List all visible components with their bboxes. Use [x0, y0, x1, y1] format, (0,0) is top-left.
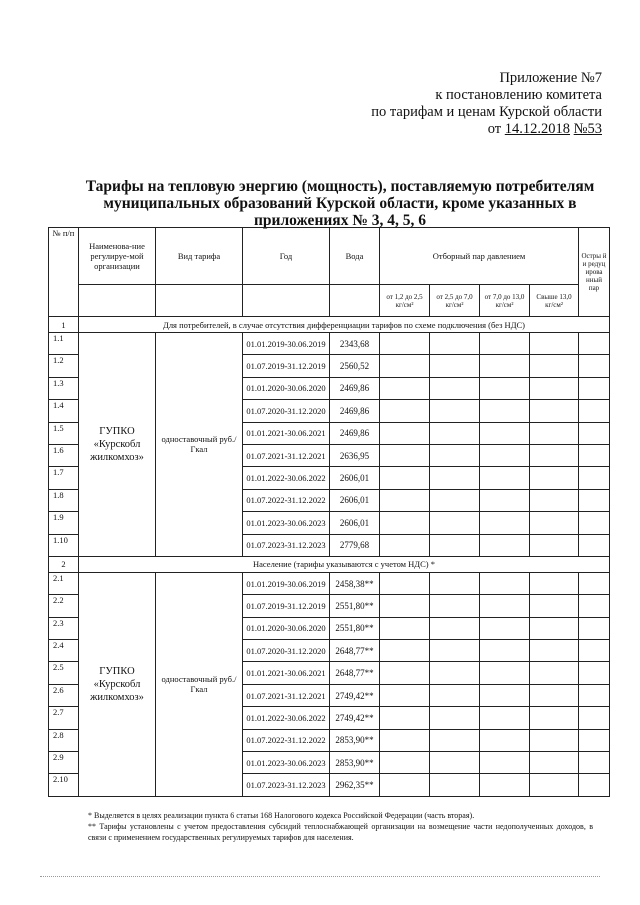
empty-cell [430, 422, 480, 444]
row-num: 1.5 [49, 422, 79, 444]
water-tariff-cell: 2606,01 [330, 467, 380, 489]
empty-cell [480, 512, 530, 534]
period-cell: 01.01.2019-30.06.2019 [243, 572, 330, 594]
empty-cell [530, 333, 579, 355]
date-prefix: от [487, 121, 505, 137]
empty-cell [480, 355, 530, 377]
water-tariff-cell: 2469,86 [330, 400, 380, 422]
empty-cell [430, 640, 480, 662]
empty-cell [380, 684, 430, 706]
row-num: 2.5 [49, 662, 79, 684]
empty-cell [480, 662, 530, 684]
empty-cell [579, 617, 610, 639]
empty-cell [530, 774, 579, 796]
empty-cell [380, 774, 430, 796]
water-tariff-cell: 2606,01 [330, 489, 380, 511]
water-tariff-cell: 2458,38** [330, 572, 380, 594]
empty-cell [380, 729, 430, 751]
empty-cell [480, 467, 530, 489]
empty-cell [380, 662, 430, 684]
empty-cell [430, 662, 480, 684]
organization-name: ГУПКО «Курскобл жилкомхоз» [79, 572, 156, 796]
empty-cell [480, 422, 530, 444]
empty-cell [480, 595, 530, 617]
empty-cell [530, 422, 579, 444]
empty-cell [430, 444, 480, 466]
water-tariff-cell: 2469,86 [330, 377, 380, 399]
row-num: 1.2 [49, 355, 79, 377]
row-num: 2.9 [49, 752, 79, 774]
period-cell: 01.07.2023-31.12.2023 [243, 534, 330, 556]
header-type: Вид тарифа [156, 228, 243, 285]
header-empty-cell [330, 285, 380, 317]
empty-cell [579, 684, 610, 706]
header-org: Наименова-ние регулируе-мой организации [79, 228, 156, 285]
table-row [49, 572, 610, 594]
empty-cell [380, 489, 430, 511]
empty-cell [380, 400, 430, 422]
empty-cell [579, 774, 610, 796]
appendix-label: Приложение №7 [499, 70, 602, 86]
header-sharp-steam: Остры й и редуц ирова нный пар [579, 228, 610, 317]
period-cell: 01.01.2021-30.06.2021 [243, 662, 330, 684]
empty-cell [579, 512, 610, 534]
water-tariff-cell: 2853,90** [330, 752, 380, 774]
empty-cell [380, 512, 430, 534]
period-cell: 01.01.2023-30.06.2023 [243, 752, 330, 774]
period-cell: 01.07.2022-31.12.2022 [243, 729, 330, 751]
empty-cell [480, 444, 530, 466]
empty-cell [380, 707, 430, 729]
empty-cell [530, 684, 579, 706]
section-label: Население (тарифы указываются с учетом НДС) * [79, 556, 610, 572]
empty-cell [530, 729, 579, 751]
water-tariff-cell: 2636,95 [330, 444, 380, 466]
empty-cell [430, 355, 480, 377]
empty-cell [530, 662, 579, 684]
empty-cell [530, 489, 579, 511]
water-tariff-cell: 2560,52 [330, 355, 380, 377]
empty-cell [480, 400, 530, 422]
page-bottom-dots [40, 876, 600, 879]
empty-cell [579, 377, 610, 399]
empty-cell [579, 467, 610, 489]
empty-cell [430, 400, 480, 422]
empty-cell [430, 489, 480, 511]
document-header [282, 70, 602, 138]
period-cell: 01.01.2023-30.06.2023 [243, 512, 330, 534]
row-num: 2.6 [49, 684, 79, 706]
header-empty-cell [79, 285, 156, 317]
period-cell: 01.07.2020-31.12.2020 [243, 640, 330, 662]
empty-cell [530, 707, 579, 729]
empty-cell [380, 467, 430, 489]
period-cell: 01.01.2019-30.06.2019 [243, 333, 330, 355]
organization-name: ГУПКО «Курскобл жилкомхоз» [79, 333, 156, 557]
resolution-number: №53 [573, 121, 602, 137]
empty-cell [579, 752, 610, 774]
row-num: 1.7 [49, 467, 79, 489]
empty-cell [579, 707, 610, 729]
empty-cell [430, 595, 480, 617]
period-cell: 01.01.2020-30.06.2020 [243, 377, 330, 399]
footnotes [88, 810, 593, 843]
empty-cell [430, 534, 480, 556]
empty-cell [579, 595, 610, 617]
empty-cell [530, 617, 579, 639]
empty-cell [530, 534, 579, 556]
tariff-table [48, 227, 610, 797]
header-year: Год [243, 228, 330, 285]
empty-cell [430, 684, 480, 706]
water-tariff-cell: 2779,68 [330, 534, 380, 556]
empty-cell [380, 617, 430, 639]
empty-cell [430, 752, 480, 774]
empty-cell [579, 534, 610, 556]
empty-cell [530, 572, 579, 594]
empty-cell [579, 333, 610, 355]
empty-cell [480, 729, 530, 751]
empty-cell [380, 355, 430, 377]
period-cell: 01.07.2021-31.12.2021 [243, 684, 330, 706]
empty-cell [430, 707, 480, 729]
water-tariff-cell: 2551,80** [330, 617, 380, 639]
empty-cell [380, 377, 430, 399]
committee-label: по тарифам и ценам Курской области [371, 104, 602, 120]
footnote-1: * Выделяется в целях реализации пункта 6 статьи 168 Налогового кодекса Российской Федерации (часть вторая). [88, 811, 475, 820]
header-pressure-4: Свыше 13,0 кг/см² [530, 285, 579, 317]
water-tariff-cell: 2749,42** [330, 707, 380, 729]
period-cell: 01.07.2021-31.12.2021 [243, 444, 330, 466]
empty-cell [530, 595, 579, 617]
row-num: 2.1 [49, 572, 79, 594]
water-tariff-cell: 2343,68 [330, 333, 380, 355]
empty-cell [480, 617, 530, 639]
row-num: 1.8 [49, 489, 79, 511]
header-num: № п/п [49, 228, 79, 317]
empty-cell [480, 707, 530, 729]
period-cell: 01.07.2020-31.12.2020 [243, 400, 330, 422]
period-cell: 01.07.2019-31.12.2019 [243, 595, 330, 617]
empty-cell [480, 489, 530, 511]
empty-cell [480, 684, 530, 706]
water-tariff-cell: 2853,90** [330, 729, 380, 751]
header-empty-cell [156, 285, 243, 317]
row-num: 2.3 [49, 617, 79, 639]
section-row [49, 556, 610, 572]
empty-cell [530, 640, 579, 662]
header-pressure-2: от 2,5 до 7,0 кг/см² [430, 285, 480, 317]
empty-cell [480, 752, 530, 774]
row-num: 1.3 [49, 377, 79, 399]
empty-cell [430, 572, 480, 594]
empty-cell [530, 355, 579, 377]
section-num: 1 [49, 317, 79, 333]
row-num: 2.2 [49, 595, 79, 617]
document-title: Тарифы на тепловую энергию (мощность), поставляемую потребителям муниципальных образований Курской области, кроме указанных в приложениях № 3, 4, 5, 6 [85, 178, 595, 229]
water-tariff-cell: 2648,77** [330, 640, 380, 662]
empty-cell [380, 572, 430, 594]
empty-cell [480, 640, 530, 662]
period-cell: 01.01.2022-30.06.2022 [243, 707, 330, 729]
section-row [49, 317, 610, 333]
empty-cell [530, 512, 579, 534]
water-tariff-cell: 2962,35** [330, 774, 380, 796]
row-num: 1.10 [49, 534, 79, 556]
empty-cell [430, 333, 480, 355]
section-label: Для потребителей, в случае отсутствия дифференциации тарифов по схеме подключения (без НДС) [79, 317, 610, 333]
empty-cell [579, 572, 610, 594]
row-num: 2.10 [49, 774, 79, 796]
empty-cell [480, 572, 530, 594]
empty-cell [380, 534, 430, 556]
empty-cell [530, 377, 579, 399]
empty-cell [380, 444, 430, 466]
empty-cell [579, 355, 610, 377]
empty-cell [579, 640, 610, 662]
empty-cell [430, 512, 480, 534]
water-tariff-cell: 2469,86 [330, 422, 380, 444]
empty-cell [579, 662, 610, 684]
empty-cell [430, 729, 480, 751]
empty-cell [380, 422, 430, 444]
empty-cell [430, 617, 480, 639]
header-water: Вода [330, 228, 380, 285]
empty-cell [480, 774, 530, 796]
resolution-label: к постановлению комитета [435, 87, 602, 103]
row-num: 2.8 [49, 729, 79, 751]
tariff-type: одноставочный руб./Гкал [156, 572, 243, 796]
period-cell: 01.07.2019-31.12.2019 [243, 355, 330, 377]
empty-cell [380, 640, 430, 662]
period-cell: 01.01.2020-30.06.2020 [243, 617, 330, 639]
empty-cell [430, 467, 480, 489]
row-num: 1.9 [49, 512, 79, 534]
water-tariff-cell: 2606,01 [330, 512, 380, 534]
row-num: 1.1 [49, 333, 79, 355]
period-cell: 01.07.2022-31.12.2022 [243, 489, 330, 511]
header-empty-cell [243, 285, 330, 317]
period-cell: 01.07.2023-31.12.2023 [243, 774, 330, 796]
empty-cell [480, 377, 530, 399]
resolution-date-line [282, 121, 602, 138]
empty-cell [579, 400, 610, 422]
row-num: 2.4 [49, 640, 79, 662]
empty-cell [430, 774, 480, 796]
empty-cell [579, 729, 610, 751]
empty-cell [530, 752, 579, 774]
row-num: 2.7 [49, 707, 79, 729]
period-cell: 01.01.2021-30.06.2021 [243, 422, 330, 444]
empty-cell [579, 489, 610, 511]
water-tariff-cell: 2551,80** [330, 595, 380, 617]
period-cell: 01.01.2022-30.06.2022 [243, 467, 330, 489]
tariff-type: одноставочный руб./Гкал [156, 333, 243, 557]
header-steam: Отборный пар давлением [380, 228, 579, 285]
empty-cell [380, 752, 430, 774]
row-num: 1.6 [49, 444, 79, 466]
table-row [49, 333, 610, 355]
empty-cell [530, 444, 579, 466]
header-pressure-1: от 1,2 до 2,5 кг/см² [380, 285, 430, 317]
empty-cell [380, 333, 430, 355]
water-tariff-cell: 2648,77** [330, 662, 380, 684]
empty-cell [480, 534, 530, 556]
empty-cell [579, 422, 610, 444]
section-num: 2 [49, 556, 79, 572]
empty-cell [480, 333, 530, 355]
resolution-date: 14.12.2018 [504, 121, 571, 137]
empty-cell [579, 444, 610, 466]
empty-cell [380, 595, 430, 617]
empty-cell [530, 467, 579, 489]
row-num: 1.4 [49, 400, 79, 422]
footnote-2: ** Тарифы установлены с учетом предоставления субсидий теплоснабжающей организации на возмещение части недополученных доходов, в связи с применением государственных регулируемых тарифов для населения. [88, 822, 593, 842]
empty-cell [530, 400, 579, 422]
water-tariff-cell: 2749,42** [330, 684, 380, 706]
header-pressure-3: от 7,0 до 13,0 кг/см² [480, 285, 530, 317]
empty-cell [430, 377, 480, 399]
